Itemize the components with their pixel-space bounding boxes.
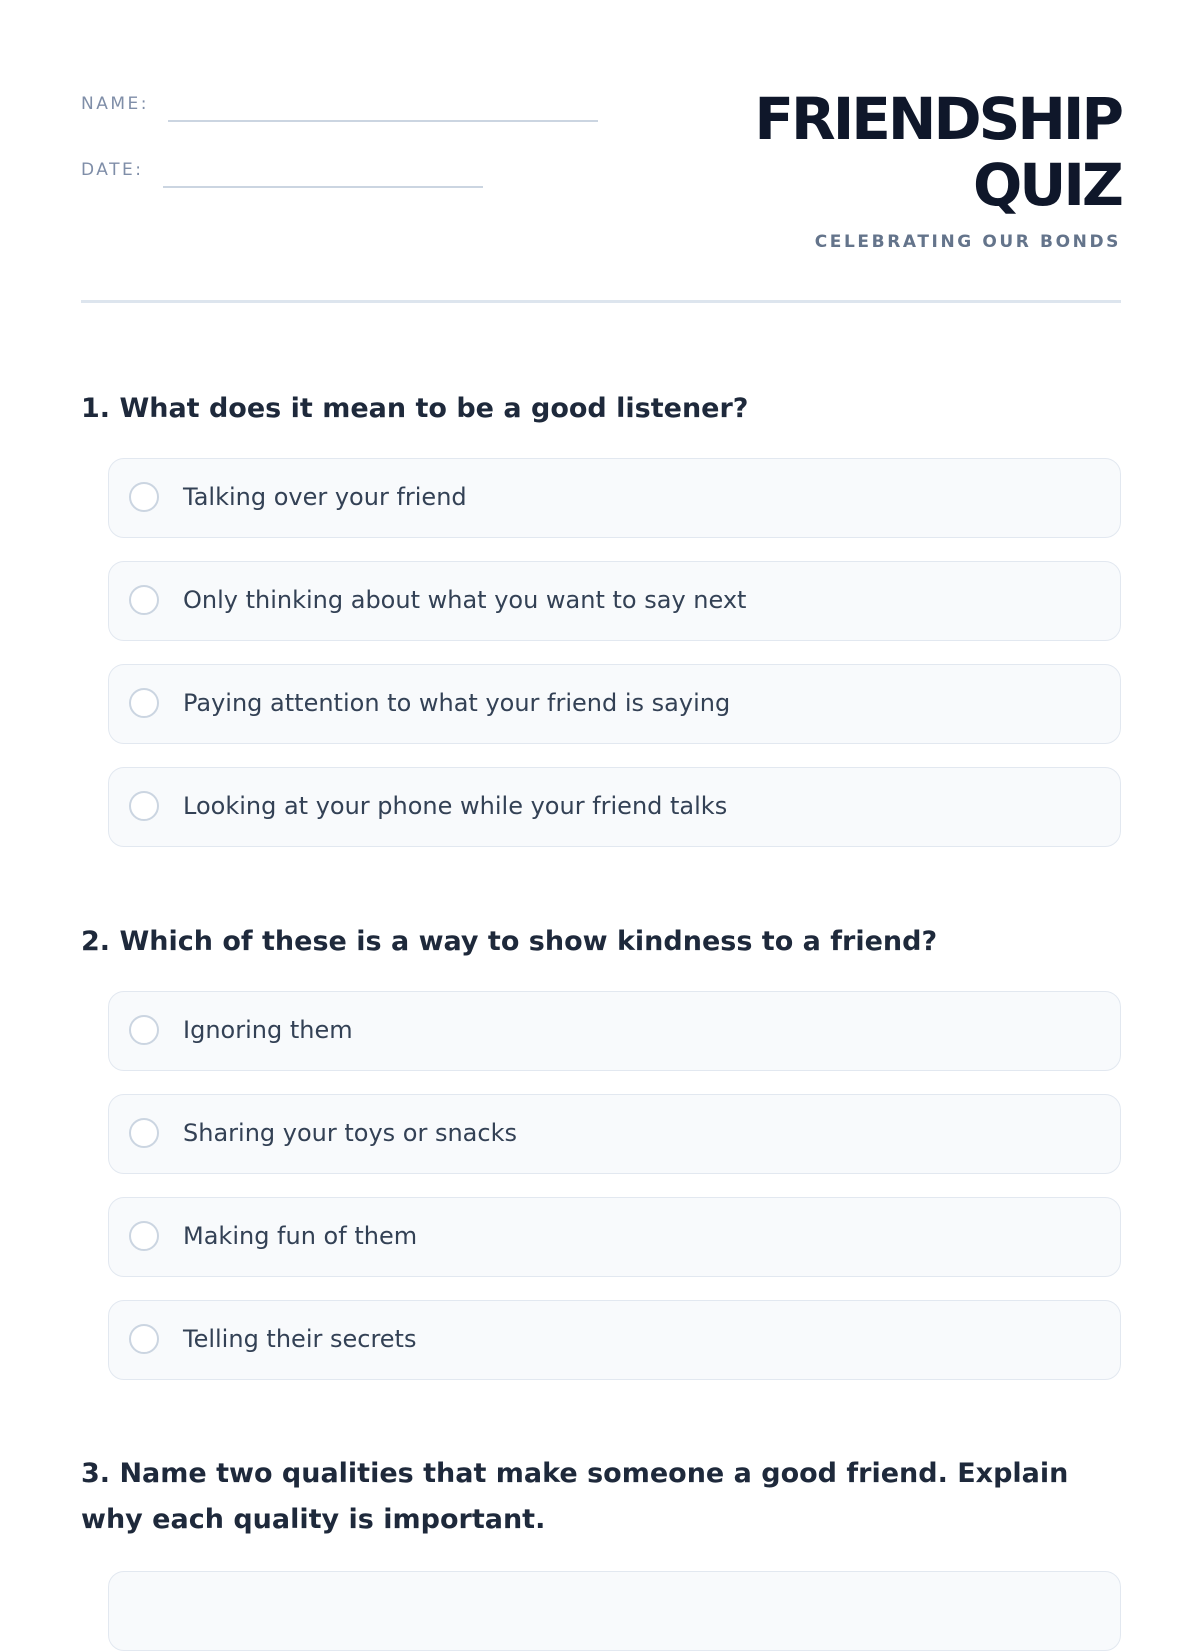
page-subtitle: CELEBRATING OUR BONDS xyxy=(814,232,1121,252)
answer-option[interactable] xyxy=(108,767,1121,847)
answer-textbox[interactable] xyxy=(108,1571,1121,1651)
date-line[interactable] xyxy=(163,186,483,188)
radio-button[interactable] xyxy=(129,1118,159,1148)
question-3: 3. Name two qualities that make someone a good friend. Explain why each quality is important. xyxy=(81,1458,1069,1535)
option-label: Sharing your toys or snacks xyxy=(183,1119,517,1147)
option-label: Talking over your friend xyxy=(183,483,467,511)
radio-button[interactable] xyxy=(129,1221,159,1251)
question-1-options xyxy=(108,458,1121,870)
answer-option[interactable] xyxy=(108,991,1121,1071)
answer-option[interactable] xyxy=(108,458,1121,538)
radio-button[interactable] xyxy=(129,688,159,718)
question-2: 2. Which of these is a way to show kindness to a friend? xyxy=(81,926,938,957)
answer-option[interactable] xyxy=(108,1094,1121,1174)
date-label: DATE: xyxy=(81,160,144,180)
page-title-line-2: QUIZ xyxy=(972,151,1121,219)
title-block xyxy=(754,86,1121,252)
option-label: Telling their secrets xyxy=(183,1325,417,1353)
header-divider xyxy=(81,300,1121,303)
option-label: Ignoring them xyxy=(183,1016,353,1044)
option-label: Looking at your phone while your friend talks xyxy=(183,792,728,820)
option-label: Making fun of them xyxy=(183,1222,418,1250)
answer-option[interactable] xyxy=(108,1197,1121,1277)
radio-button[interactable] xyxy=(129,585,159,615)
option-label: Paying attention to what your friend is saying xyxy=(183,689,731,717)
radio-button[interactable] xyxy=(129,1324,159,1354)
question-2-options xyxy=(108,991,1121,1403)
date-field[interactable] xyxy=(81,148,501,188)
name-line[interactable] xyxy=(168,120,598,122)
page-title-line-1: FRIENDSHIP xyxy=(754,85,1121,153)
question-1: 1. What does it mean to be a good listener? xyxy=(81,393,749,424)
worksheet-header xyxy=(81,0,1121,305)
radio-button[interactable] xyxy=(129,1015,159,1045)
answer-option[interactable] xyxy=(108,1300,1121,1380)
name-label: NAME: xyxy=(81,94,149,114)
option-label: Only thinking about what you want to say next xyxy=(183,586,747,614)
radio-button[interactable] xyxy=(129,482,159,512)
answer-option[interactable] xyxy=(108,664,1121,744)
answer-option[interactable] xyxy=(108,561,1121,641)
name-field[interactable] xyxy=(81,82,601,122)
radio-button[interactable] xyxy=(129,791,159,821)
